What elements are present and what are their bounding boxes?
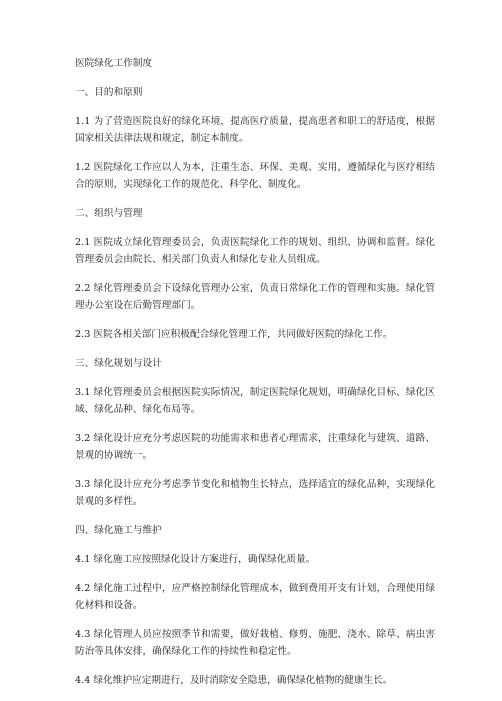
paragraph: 3.2 绿化设计应充分考虑医院的功能需求和患者心理需求，注重绿化与建筑、道路、景观的协调统一。 — [75, 433, 435, 461]
section-heading: 一、目的和原则 — [75, 87, 143, 98]
section-heading: 三、绿化规划与设计 — [75, 358, 162, 369]
paragraph: 3.1 绿化管理委员会根据医院实际情况，制定医院绿化规划，明确绿化目标、绿化区域、绿化品种、绿化布局等。 — [75, 387, 435, 415]
document-title: 医院绿化工作制度 — [75, 58, 153, 69]
paragraph: 4.3 绿化管理人员应按照季节和需要，做好栽植、修剪、施肥、浇水、除草、病虫害防治等具体安排，确保绿化工作的持续性和稳定性。 — [75, 629, 435, 657]
section-heading: 四、绿化施工与维护 — [75, 525, 162, 536]
paragraph: 2.2 绿化管理委员会下设绿化管理办公室，负责日常绿化工作的管理和实施。绿化管理办公室设在后勤管理部门。 — [75, 283, 435, 311]
paragraph: 4.1 绿化施工应按照绿化设计方案进行，确保绿化质量。 — [75, 554, 316, 565]
paragraph: 2.3 医院各相关部门应积极配合绿化管理工作，共同做好医院的绿化工作。 — [75, 329, 393, 340]
section-heading: 二、组织与管理 — [75, 208, 143, 219]
paragraph: 3.3 绿化设计应充分考虑季节变化和植物生长特点，选择适宜的绿化品种，实现绿化景观的多样性。 — [75, 479, 435, 507]
document-body — [75, 55, 435, 701]
paragraph: 1.1 为了营造医院良好的绿化环境，提高医疗质量，提高患者和职工的舒适度，根据国家相关法律法规和规定，制定本制度。 — [75, 116, 435, 144]
paragraph: 4.2 绿化施工过程中，应严格控制绿化管理成本，做到费用开支有计划，合理使用绿化材料和设备。 — [75, 583, 435, 611]
paragraph: 2.1 医院成立绿化管理委员会，负责医院绿化工作的规划、组织、协调和监督。绿化管理委员会由院长、相关部门负责人和绿化专业人员组成。 — [75, 237, 435, 265]
paragraph: 4.4 绿化维护应定期进行，及时消除安全隐患，确保绿化植物的健康生长。 — [75, 675, 393, 686]
paragraph: 1.2 医院绿化工作应以人为本，注重生态、环保、美观、实用，遵循绿化与医疗相结合的原则，实现绿化工作的规范化、科学化、制度化。 — [75, 162, 435, 190]
